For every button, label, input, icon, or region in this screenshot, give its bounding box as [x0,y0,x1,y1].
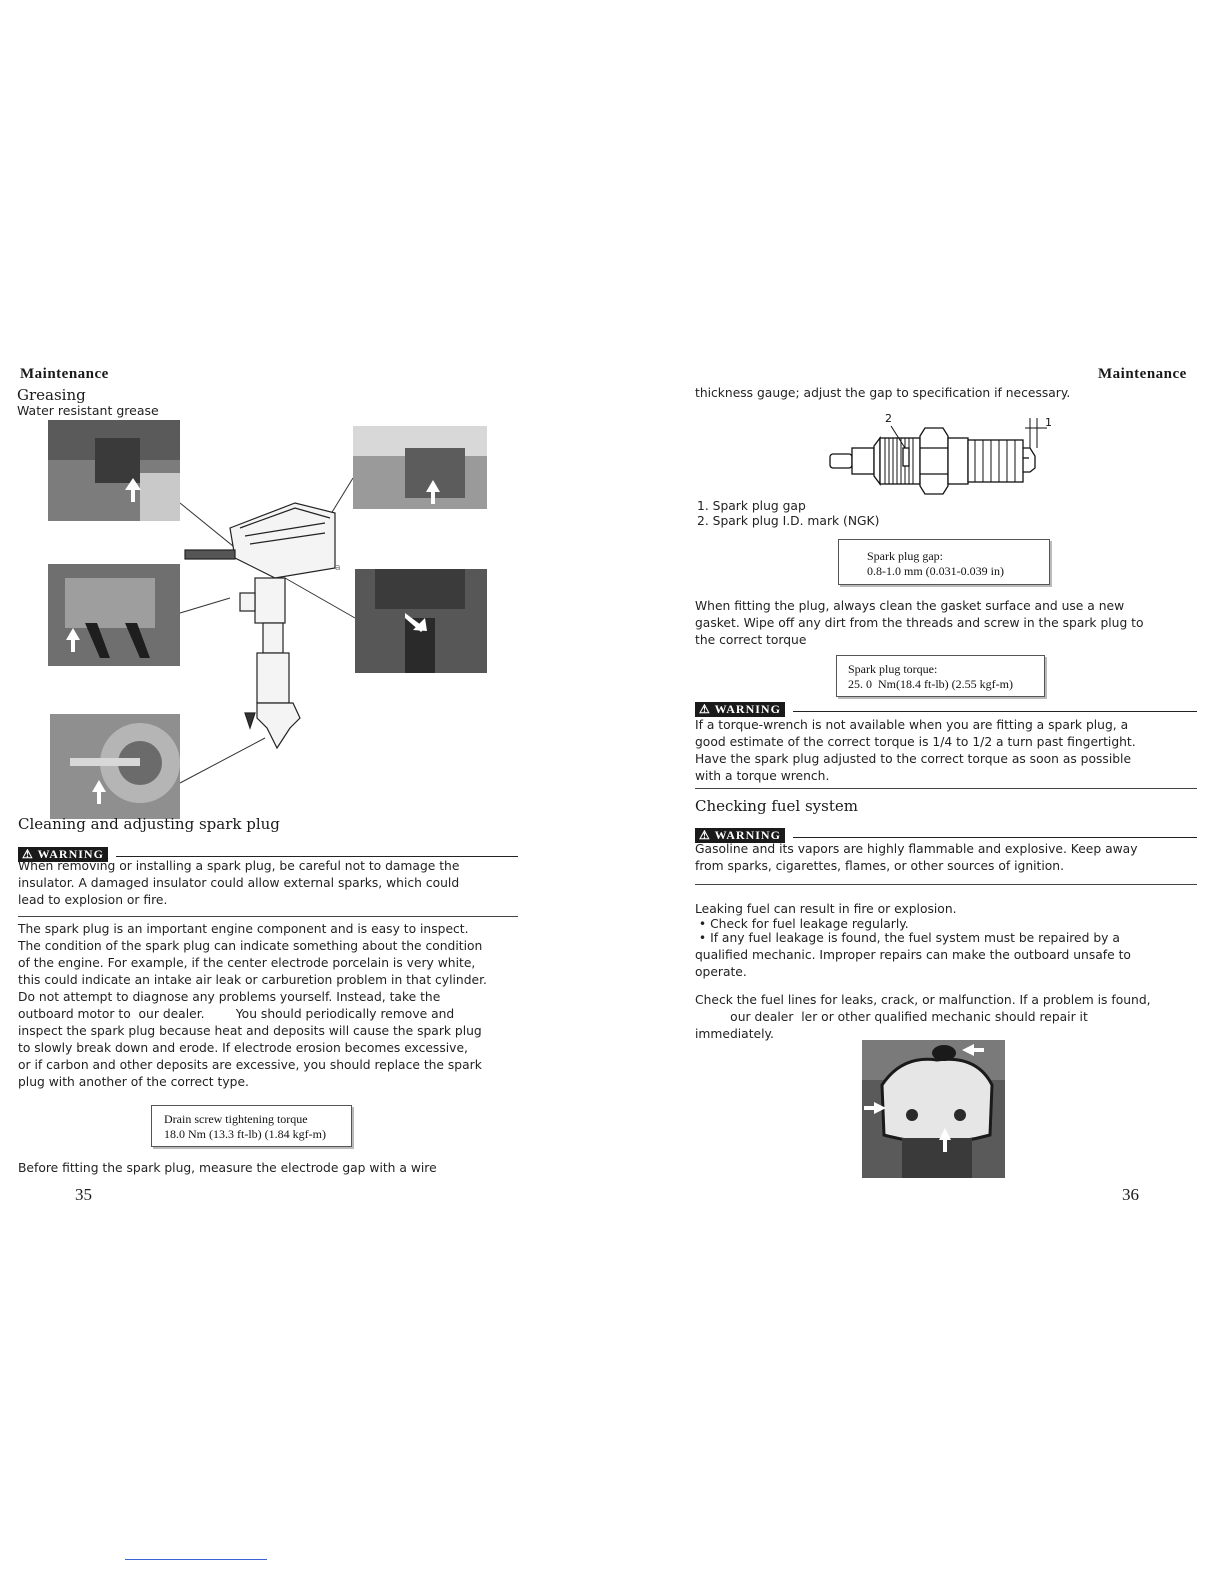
greasing-illustration [45,418,495,820]
text-line: the correct torque [695,633,807,647]
greasing-caption: Water resistant grease [17,403,159,418]
warning-text-2 [695,717,1200,785]
spec-label: Drain screw tightening torque [164,1112,308,1126]
text-line: When fitting the plug, always clean the gasket surface and use a new [695,599,1125,613]
svg-text:a: a [335,563,341,573]
diagram-label-2: 2 [885,412,892,425]
text-line: insulator. A damaged insulator could allow external sparks, which could [18,876,460,890]
leak-paragraph [695,901,1200,981]
warning-triangle-icon: ⚠ [699,702,711,716]
warning-block-1 [18,843,518,861]
legend-item: 1. Spark plug gap [697,499,806,513]
warning-triangle-icon: ⚠ [22,847,34,861]
warning-badge-label: WARNING [714,828,781,842]
drain-screw-torque-box [151,1105,352,1147]
warning-text-1 [18,858,523,909]
outboard-motor-drawing [185,503,335,748]
spec-value: 18.0 Nm (13.3 ft-lb) (1.84 kgf-m) [164,1127,326,1141]
fuel-tank-photo [862,1040,1005,1178]
text-line: Check the fuel lines for leaks, crack, or malfunction. If a problem is found, [695,993,1151,1007]
text-line: from sparks, cigarettes, flames, or other sources of ignition. [695,859,1064,873]
text-line: gasket. Wipe off any dirt from the threads and screw in the spark plug to [695,616,1144,630]
spark-plug-body [18,921,526,1091]
check-fuel-paragraph [695,992,1200,1043]
text-line: this could indicate an intake air leak or carburetion problem in that cylinder. [18,973,487,987]
spark-plug-diagram [825,408,1065,500]
thickness-gauge-line: thickness gauge; adjust the gap to specification if necessary. [695,386,1071,400]
warning-block-3 [695,824,1197,842]
spec-label: Spark plug torque: [848,662,938,676]
photo-swivel-bracket [355,569,487,673]
text-line: qualified mechanic. Improper repairs can make the outboard unsafe to [695,948,1131,962]
warning-badge [695,702,785,717]
page-number-36: 36 [1122,1185,1139,1204]
photo-tiller-grease-point [48,420,180,521]
text-line: inspect the spark plug because heat and deposits will cause the spark plug [18,1024,482,1038]
warning-text-3 [695,841,1200,875]
text-line: to slowly break down and erode. If electrode erosion becomes excessive, [18,1041,468,1055]
warning-badge-label: WARNING [714,702,781,716]
warning-triangle-icon: ⚠ [699,828,711,842]
text-line: of the engine. For example, if the center electrode porcelain is very white, [18,956,476,970]
divider [695,884,1197,885]
text-line: Gasoline and its vapors are highly flammable and explosive. Keep away [695,842,1138,856]
divider [695,788,1197,789]
text-line: Do not attempt to diagnose any problems yourself. Instead, take the [18,990,441,1004]
fuel-system-heading: Checking fuel system [695,797,858,815]
photo-propeller-shaft [50,714,180,819]
text-line: • Check for fuel leakage regularly. [695,917,909,931]
warning-badge-label: WARNING [37,847,104,861]
footer-link-underline [125,1559,267,1560]
greasing-heading: Greasing [17,386,86,404]
text-line: outboard motor to our dealer. You should periodically remove and [18,1007,455,1021]
text-line: plug with another of the correct type. [18,1075,249,1089]
text-line: Leaking fuel can result in fire or explosion. [695,902,957,916]
fitting-paragraph [695,598,1195,649]
text-line: • If any fuel leakage is found, the fuel system must be repaired by a [695,931,1120,945]
spark-plug-gap-box [838,539,1050,585]
text-line: good estimate of the correct torque is 1/4 to 1/2 a turn past fingertight. [695,735,1136,749]
cleaning-heading: Cleaning and adjusting spark plug [18,815,280,833]
page-number-35: 35 [75,1185,92,1204]
text-line: with a torque wrench. [695,769,830,783]
before-fitting-line: Before fitting the spark plug, measure the electrode gap with a wire [18,1161,437,1175]
text-line: immediately. [695,1027,774,1041]
section-title-right: Maintenance [1098,366,1187,382]
spec-label: Spark plug gap: [867,549,943,563]
text-line: When removing or installing a spark plug, be careful not to damage the [18,859,460,873]
legend-item: 2. Spark plug I.D. mark (NGK) [697,514,880,528]
text-line: operate. [695,965,747,979]
text-line: Have the spark plug adjusted to the correct torque as soon as possible [695,752,1132,766]
spark-plug-torque-box [836,655,1045,697]
text-line: The condition of the spark plug can indicate something about the condition [18,939,483,953]
text-line: or if carbon and other deposits are excessive, you should replace the spark [18,1058,482,1072]
text-line: If a torque-wrench is not available when you are fitting a spark plug, a [695,718,1129,732]
diagram-label-1: 1 [1045,416,1052,429]
text-line: lead to explosion or fire. [18,893,168,907]
photo-steering-bracket [353,426,487,509]
photo-clamp-levers [48,564,180,666]
warning-block-2 [695,698,1197,716]
divider [18,916,518,917]
diagram-legend [697,499,879,529]
text-line: The spark plug is an important engine component and is easy to inspect. [18,922,469,936]
text-line: our dealer ler or other qualified mechanic should repair it [695,1010,1088,1024]
spec-value: 0.8-1.0 mm (0.031-0.039 in) [867,564,1004,578]
section-title-left: Maintenance [20,366,109,382]
spec-value: 25. 0 Nm(18.4 ft-lb) (2.55 kgf-m) [848,677,1013,691]
